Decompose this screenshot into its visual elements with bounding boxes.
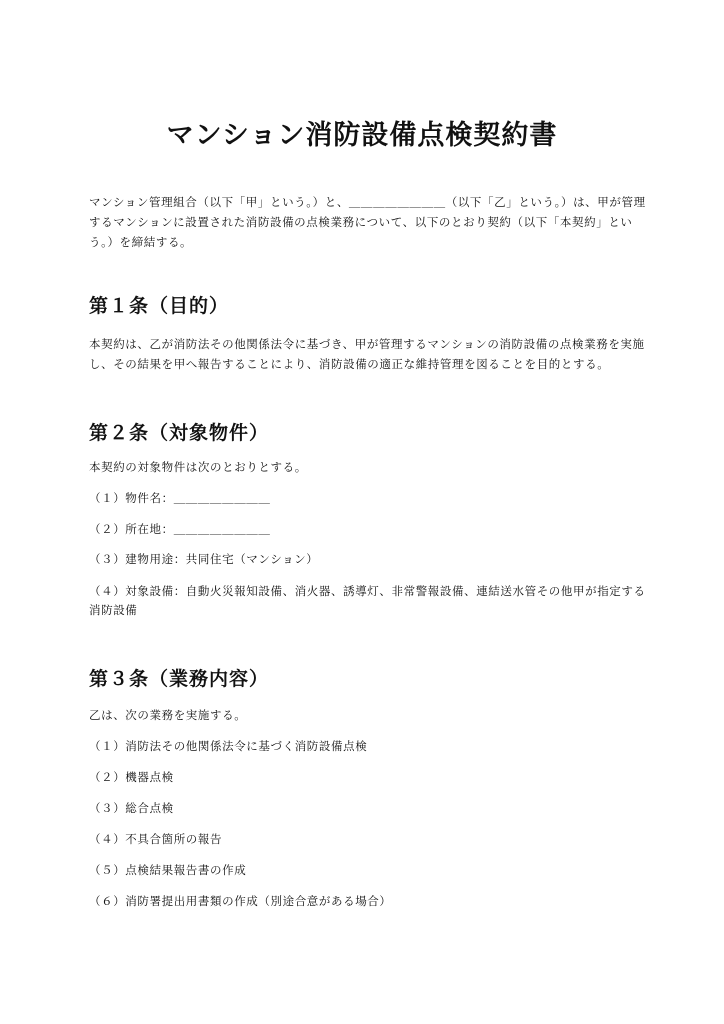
article-1-body: 本契約は、乙が消防法その他関係法令に基づき、甲が管理するマンションの消防設備の点検業務を実施し、その結果を甲へ報告することにより、消防設備の適正な維持管理を図ることを目的とする。 <box>89 337 645 371</box>
article-3-item-4: （４）不具合箇所の報告 <box>89 832 223 846</box>
article-2-item-3: （３）建物用途：共同住宅（マンション） <box>89 552 319 566</box>
article-2-body: 本契約の対象物件は次のとおりとする。 <box>89 460 307 474</box>
article-2-heading: 第２条（対象物件） <box>89 422 270 444</box>
article-3-body: 乙は、次の業務を実施する。 <box>89 708 247 722</box>
article-3-item-1: （１）消防法その他関係法令に基づく消防設備点検 <box>89 739 368 753</box>
article-3-item-5: （５）点検結果報告書の作成 <box>89 863 247 877</box>
article-3-item-3: （３）総合点検 <box>89 801 174 815</box>
document-title: マンション消防設備点検契約書 <box>166 120 558 151</box>
article-3-item-6: （６）消防署提出用書類の作成（別途合意がある場合） <box>89 894 392 908</box>
intro-paragraph: マンション管理組合（以下「甲」という。）と、＿＿＿＿＿＿＿＿（以下「乙」という。）は、甲が管理するマンションに設置された消防設備の点検業務について、以下のとおり契約（以下「本契約」という。）を締結する。 <box>89 195 646 249</box>
article-1-heading: 第１条（目的） <box>89 295 230 317</box>
article-3-item-2: （２）機器点検 <box>89 770 174 784</box>
article-2-item-4: （４）対象設備：自動火災報知設備、消火器、誘導灯、非常警報設備、連結送水管その他甲が指定する消防設備 <box>89 584 646 617</box>
article-2-item-1: （１）物件名：＿＿＿＿＿＿＿＿ <box>89 491 271 505</box>
article-3-heading: 第３条（業務内容） <box>89 668 270 690</box>
article-2-item-2: （２）所在地：＿＿＿＿＿＿＿＿ <box>89 522 271 536</box>
